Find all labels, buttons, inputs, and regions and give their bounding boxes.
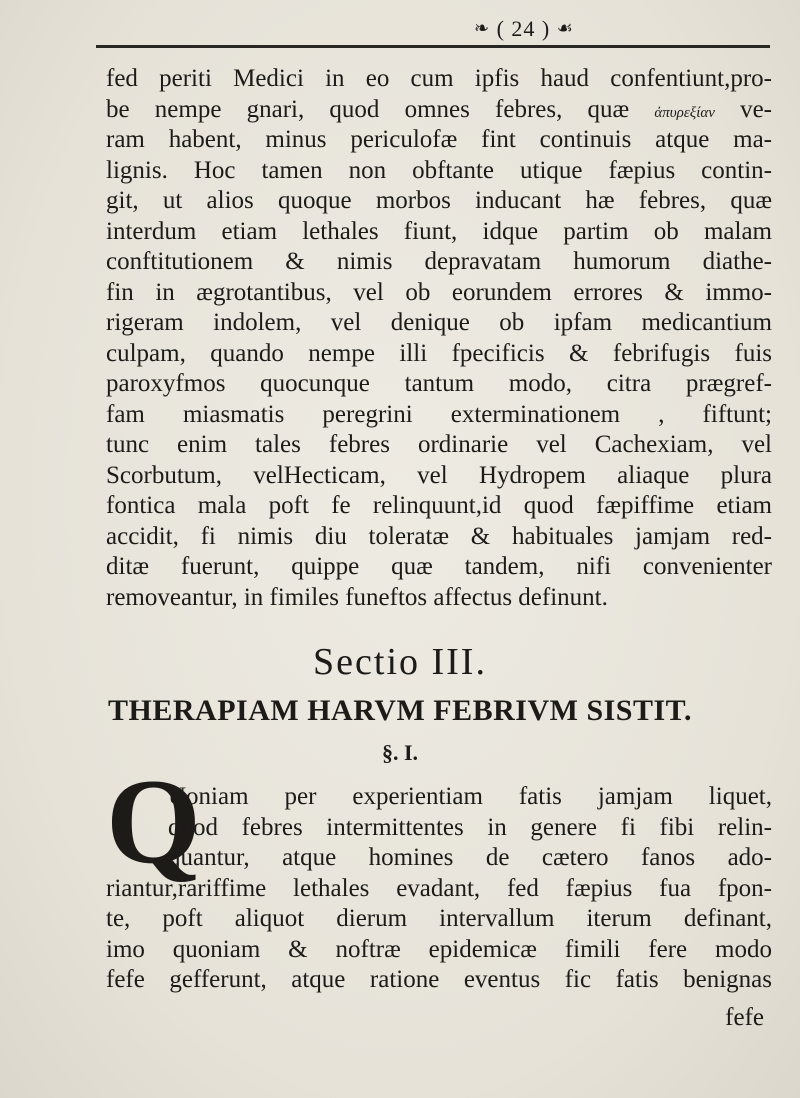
text-line: interdum etiam lethales fiunt, idque partim ob malam [106,217,772,245]
running-header [96,8,770,48]
text-line: culpam, quando nempe illi fpecificis & febrifugis fuis [106,339,772,367]
page-number-line [474,16,574,42]
text-line: conftitutionem & nimis depravatam humorum diathe- [106,248,772,275]
text-line: te, poft aliquot dierum intervallum iterum definant, [106,905,772,932]
text-line: fed periti Medici in eo cum ipfis haud confentiunt,pro- [106,65,772,92]
catchword: fefe [725,1004,764,1031]
text-line: ditæ fuerunt, quippe quæ tandem, nifi convenienter [106,553,772,580]
text-line: tunc enim tales febres ordinarie vel Cachexiam, vel [106,431,772,458]
greek-word: ἀπυρεξίαν [654,104,715,121]
paragraph-number: §. I. [381,740,419,765]
text-line-last: removeantur, in fimiles funeftos affectus definunt. [106,583,608,611]
text-line: imo quoniam & noftræ epidemicæ fimili fere modo [106,935,772,963]
text-line: Scorbutum, velHecticam, vel Hydropem aliaque plura [106,461,772,489]
text-line: rigeram indolem, vel denique ob ipfam medicantium [106,309,772,336]
text-line: Uoniam per experientiam fatis jamjam liquet, [168,783,772,810]
text-line: riantur,rariffime lethales evadant, fed fæpius fua fpon- [106,874,772,902]
ornament-right: ☙ [556,18,574,38]
text-line: accidit, fi nimis diu toleratæ & habituales jamjam red- [106,522,772,550]
text-line: quod febres intermittentes in genere fi fibi relin- [168,813,772,841]
text-line: fin in ægrotantibus, vel ob eorundem errores & immo- [106,278,772,306]
text-line: be nempe gnari, quod omnes febres, quæ [106,95,630,123]
text-line: ram habent, minus periculofæ fint continuis atque ma- [106,126,772,153]
header-rule [96,45,770,48]
paragraph-1 [106,64,772,613]
section-title: Sectio III. [313,641,487,683]
text-line-with-greek [106,95,772,126]
paragraph-2 [106,782,772,996]
text-line: fontica mala poft fe relinquunt,id quod fæpiffime etiam [106,492,772,519]
text-line: fefe gefferunt, atque ratione eventus fic fatis benignas [106,966,772,993]
text-line: lignis. Hoc tamen non obftante utique fæpius contin- [106,156,772,184]
page-number: ( 24 ) [496,16,551,41]
text-line: fam miasmatis peregrini exterminationem , fiftunt; [106,400,772,428]
text-line: quantur, atque homines de cætero fanos ado- [168,844,772,871]
text-line-suffix: ve- [714,95,773,123]
section-subtitle: THERAPIAM HARVM FEBRIVM SISTIT. [108,694,692,727]
text-line: git, ut alios quoque morbos inducant hæ febres, quæ [106,187,772,214]
ornament-left: ❧ [474,18,491,38]
drop-cap: Q [106,754,201,889]
text-line: paroxyfmos quocunque tantum modo, citra prægref- [106,370,772,397]
